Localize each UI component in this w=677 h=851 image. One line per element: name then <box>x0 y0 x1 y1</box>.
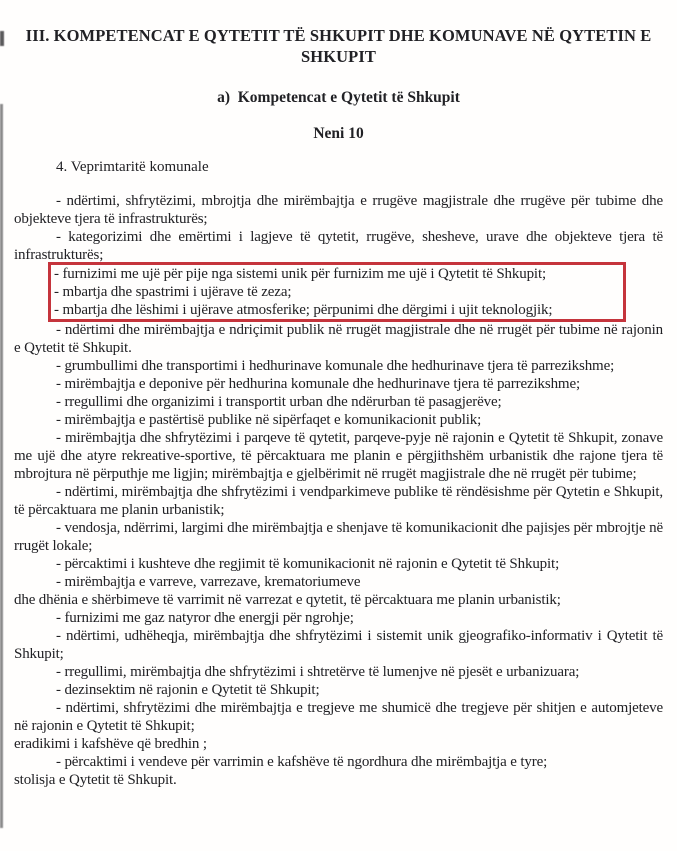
paragraph: - mirëmbajtja e pastërtisë publike në sipërfaqet e komunikacionit publik; <box>56 412 482 428</box>
paragraph: - rregullimi, mirëmbajtja dhe shfrytëzimi i shtretërve të lumenjve në pjesët e urbanizuara; <box>56 664 580 680</box>
paragraph: - dezinsektim në rajonin e Qytetit të Shkupit; <box>56 682 320 698</box>
paragraph: - përcaktimi i kushteve dhe regjimit të komunikacionit në rajonin e Qytetit të Shkupit; <box>56 556 560 572</box>
highlighted-paragraph: - mbartja dhe spastrimi i ujërave të zeza; <box>54 284 292 300</box>
paragraph: - ndërtimi, shfrytëzimi, mbrojtja dhe mirëmbajtja e rrugëve magjistrale dhe rrugëve për tubime dhe objekteve tjera të infrastrukturës; <box>14 193 663 227</box>
paragraph: - vendosja, ndërrimi, largimi dhe mirëmbajtja e shenjave të komunikacionit dhe pajisjes për mbrojtje në rrugët lokale; <box>14 520 663 554</box>
paragraph-continuation: dhe dhënia e shërbimeve të varrimit në varrezat e qytetit, të përcaktuara me planin urbanistik; <box>14 592 561 608</box>
scan-edge-artifact <box>0 31 4 46</box>
paragraph: - rregullimi dhe organizimi i transportit urban dhe ndërurban të pasagjerëve; <box>56 394 502 410</box>
document-subtitle: a) Kompetencat e Qytetit të Shkupit <box>217 89 460 106</box>
red-highlight-box <box>48 262 626 322</box>
scan-edge-artifact <box>0 104 3 828</box>
document-title: III. KOMPETENCAT E QYTETIT TË SHKUPIT DHE KOMUNAVE NË QYTETIN E SHKUPIT <box>25 26 652 66</box>
document-body <box>14 192 663 789</box>
paragraph: - grumbullimi dhe transportimi i hedhurinave komunale dhe hedhurinave tjera të parrezikshme; <box>56 358 615 374</box>
paragraph: - furnizimi me gaz natyror dhe energji për ngrohje; <box>56 610 354 626</box>
highlighted-paragraph: - mbartja dhe lëshimi i ujërave atmosferike; përpunimi dhe dërgimi i ujit teknologjik; <box>54 302 553 318</box>
paragraph: - mirëmbajtja dhe shfrytëzimi i parqeve të qytetit, parqeve-pyje në rajonin e Qytetit të Shkupit, zonave me ujë dhe atyre rekreative-sportive, të përcaktuara me planin e përgjithshëm urbanistik dhe rajone tjera të mbrojtura në përputhje me ligjin; mirëmbajtja e gjelbërimit në rrugët magjistrale dhe në rrugët për tubime; <box>14 430 663 482</box>
paragraph: - ndërtimi, shfrytëzimi dhe mirëmbajtja e tregjeve me shumicë dhe tregjeve për shitjen e automjeteve në rajonin e Qytetit të Shkupit; <box>14 700 663 734</box>
paragraph: - përcaktimi i vendeve për varrimin e kafshëve të ngordhura dhe mirëmbajtja e tyre; <box>56 754 548 770</box>
paragraph: - ndërtimi, udhëheqja, mirëmbajtja dhe shfrytëzimi i sistemit unik gjeografiko-informativ i Qytetit të Shkupit; <box>14 628 663 662</box>
article-heading: Neni 10 <box>313 125 364 142</box>
paragraph-continuation: eradikimi i kafshëve që bredhin ; <box>14 736 207 752</box>
paragraph: - kategorizimi dhe emërtimi i lagjeve të qytetit, rrugëve, shesheve, urave dhe objekteve tjera të infrastrukturës; <box>14 229 663 263</box>
paragraph-continuation: stolisja e Qytetit të Shkupit. <box>14 772 177 788</box>
paragraph: - ndërtimi, mirëmbajtja dhe shfrytëzimi i vendparkimeve publike të rëndësishme për Qytetin e Shkupit, të përcaktuara me planin urbanistik; <box>14 484 663 518</box>
paragraph: - ndërtimi dhe mirëmbajtja e ndriçimit publik në rrugët magjistrale dhe në rrugët për tubime në rajonin e Qytetit të Shkupit. <box>14 322 663 356</box>
paragraph: - mirëmbajtja e varreve, varrezave, krematoriumeve <box>56 574 361 590</box>
section-heading: 4. Veprimtaritë komunale <box>56 159 209 175</box>
paragraph: - mirëmbajtja e deponive për hedhurina komunale dhe hedhurinave tjera të parrezikshme; <box>56 376 580 392</box>
highlighted-paragraph: - furnizimi me ujë për pije nga sistemi unik për furnizim me ujë i Qytetit të Shkupit; <box>54 266 546 282</box>
